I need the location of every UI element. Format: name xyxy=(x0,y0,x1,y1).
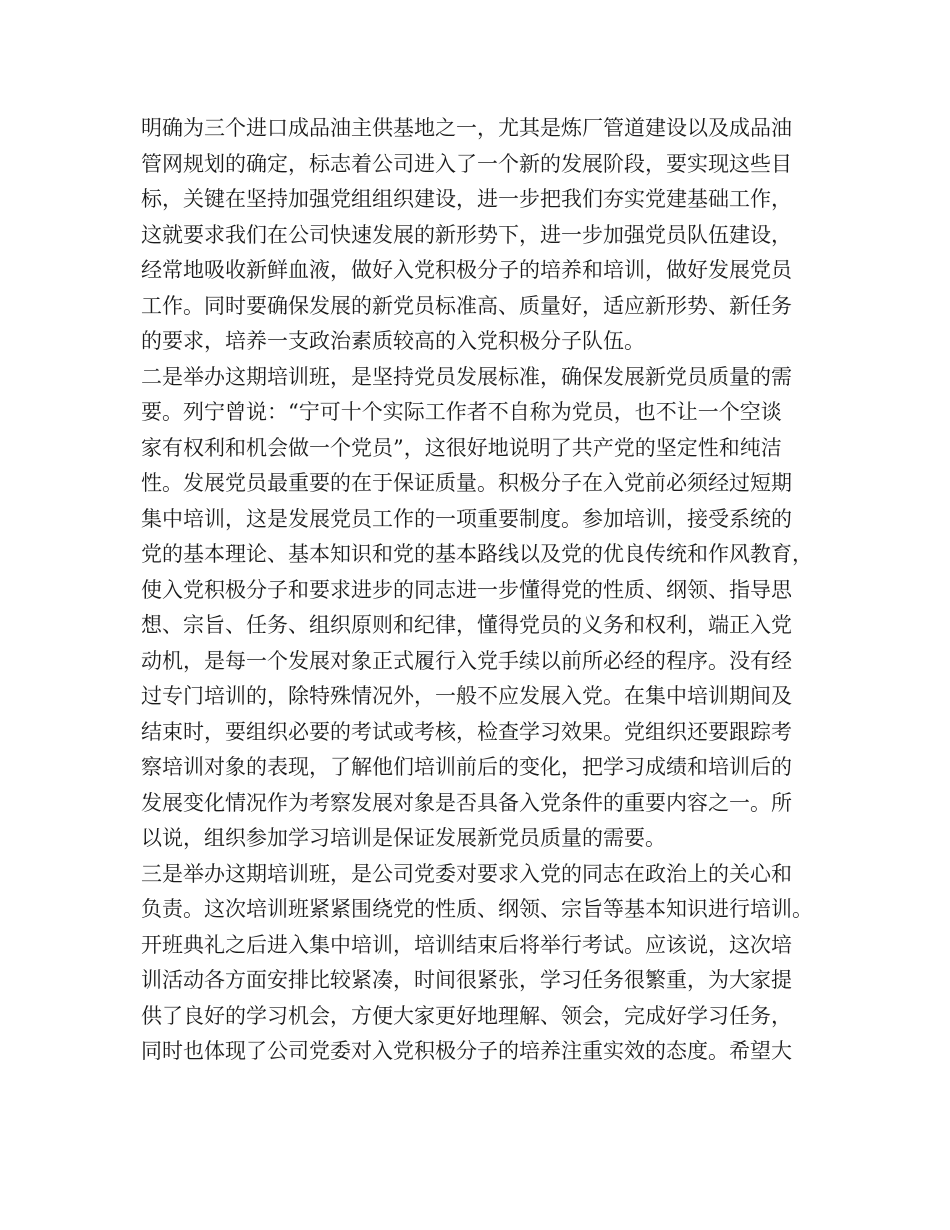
text-line: 使入党积极分子和要求进步的同志进一步懂得党的性质、纲领、指导思 xyxy=(141,577,792,602)
text-line: 标，关键在坚持加强党组组织建设，进一步把我们夯实党建基础工作， xyxy=(141,187,792,211)
text-line: 负责。这次培训班紧紧围绕党的性质、纲领、宗旨等基本知识进行培训。 xyxy=(141,897,813,921)
text-line: 动机，是每一个发展对象正式履行入党手续以前所必经的程序。没有经 xyxy=(141,648,792,673)
text-line: 家有权利和机会做一个党员”，这很好地说明了共产党的坚定性和纯洁 xyxy=(141,435,782,460)
text-line: 过专门培训的，除特殊情况外，一般不应发展入党。在集中培训期间及 xyxy=(141,684,792,708)
text-line: 要。列宁曾说：“宁可十个实际工作者不自称为党员，也不让一个空谈 xyxy=(141,400,782,424)
text-line: 明确为三个进口成品油主供基地之一，尤其是炼厂管道建设以及成品油 xyxy=(141,116,792,140)
text-line: 集中培训，这是发展党员工作的一项重要制度。参加培训，接受系统的 xyxy=(141,506,792,531)
text-line: 工作。同时要确保发展的新党员标准高、质量好，适应新形势、新任务 xyxy=(141,293,792,318)
text-line: 党的基本理论、基本知识和党的基本路线以及党的优良传统和作风教育， xyxy=(141,542,813,566)
text-line: 二是举办这期培训班，是坚持党员发展标准，确保发展新党员质量的需 xyxy=(141,364,792,389)
text-line: 开班典礼之后进入集中培训，培训结束后将举行考试。应该说，这次培 xyxy=(141,932,792,957)
text-line: 同时也体现了公司党委对入党积极分子的培养注重实效的态度。希望大 xyxy=(141,1039,792,1063)
text-line: 察培训对象的表现，了解他们培训前后的变化，把学习成绩和培训后的 xyxy=(141,755,792,779)
text-line: 以说，组织参加学习培训是保证发展新党员质量的需要。 xyxy=(141,826,666,850)
text-line: 这就要求我们在公司快速发展的新形势下，进一步加强党员队伍建设， xyxy=(141,222,792,247)
text-line: 供了良好的学习机会，方便大家更好地理解、领会，完成好学习任务， xyxy=(141,1003,792,1028)
text-line: 发展变化情况作为考察发展对象是否具备入党条件的重要内容之一。所 xyxy=(141,790,792,815)
text-line: 想、宗旨、任务、组织原则和纪律，懂得党员的义务和权利，端正入党 xyxy=(141,613,792,637)
text-line: 的要求，培养一支政治素质较高的入党积极分子队伍。 xyxy=(141,329,645,353)
text-line: 三是举办这期培训班，是公司党委对要求入党的同志在政治上的关心和 xyxy=(141,861,792,886)
text-line: 训活动各方面安排比较紧凑，时间很紧张，学习任务很繁重，为大家提 xyxy=(141,968,792,992)
text-line: 经常地吸收新鲜血液，做好入党积极分子的培养和培训，做好发展党员 xyxy=(141,258,792,282)
body-text xyxy=(141,111,841,1070)
text-line: 结束时，要组织必要的考试或考核，检查学习效果。党组织还要跟踪考 xyxy=(141,719,792,744)
text-line: 性。发展党员最重要的在于保证质量。积极分子在入党前必须经过短期 xyxy=(141,471,792,495)
text-line: 管网规划的确定，标志着公司进入了一个新的发展阶段，要实现这些目 xyxy=(141,151,792,176)
